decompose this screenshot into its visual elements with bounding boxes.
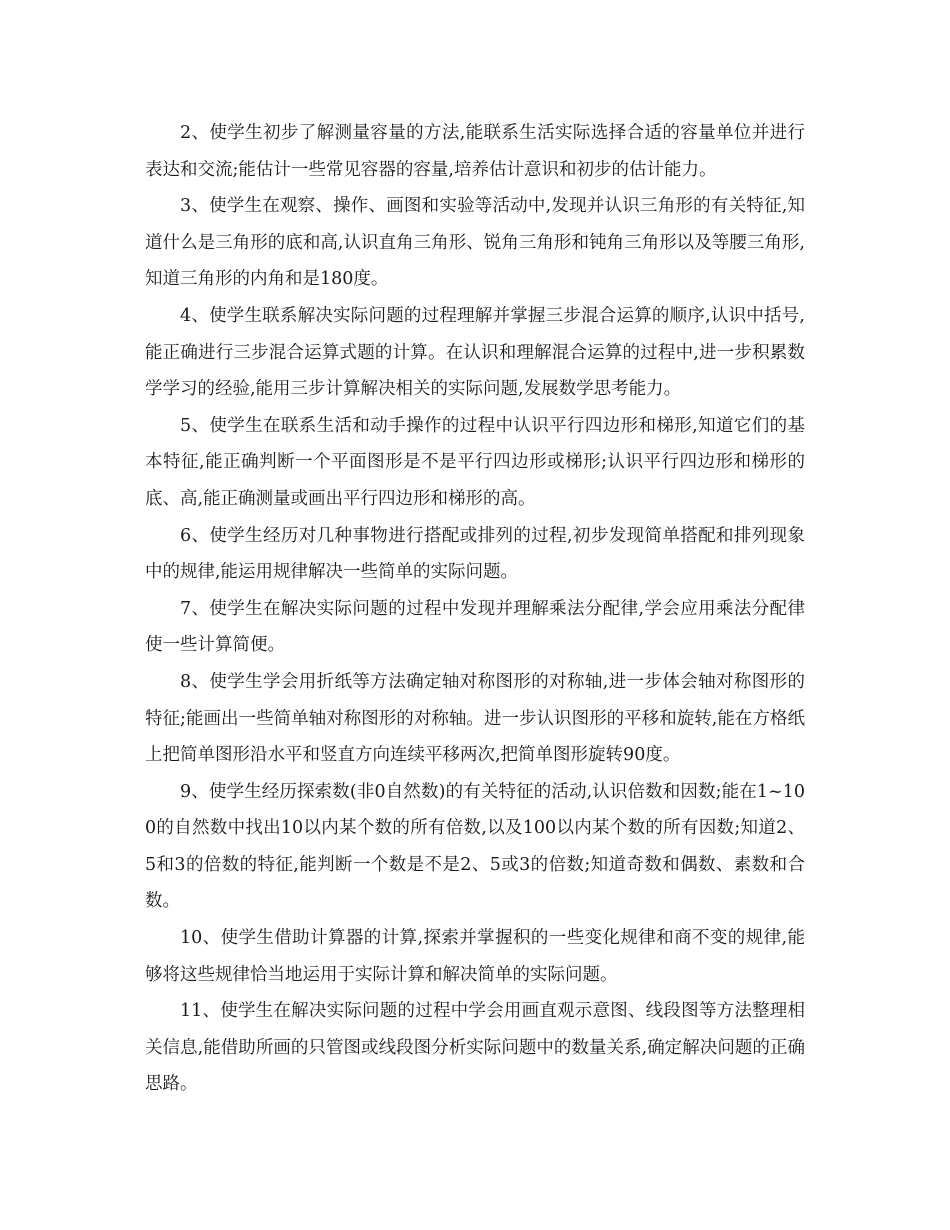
paragraph-item-9: 9、使学生经历探索数(非0自然数)的有关特征的活动,认识倍数和因数;能在1~100的自然数中找出10以内某个数的所有倍数,以及100以内某个数的所有因数;知道2、5和3的倍数的特征,能判断一个数是不是2、5或3的倍数;知道奇数和偶数、素数和合数。 [145, 781, 805, 912]
paragraph-item-2: 2、使学生初步了解测量容量的方法,能联系生活实际选择合适的容量单位并进行表达和交流;能估计一些常见容器的容量,培养估计意识和初步的估计能力。 [145, 123, 805, 180]
paragraph-item-3: 3、使学生在观察、操作、画图和实验等活动中,发现并认识三角形的有关特征,知道什么是三角形的底和高,认识直角三角形、锐角三角形和钝角三角形以及等腰三角形,知道三角形的内角和是180度。 [145, 196, 805, 290]
document-body [145, 115, 805, 1103]
paragraph-item-11: 11、使学生在解决实际问题的过程中学会用画直观示意图、线段图等方法整理相关信息,能借助所画的只管图或线段图分析实际问题中的数量关系,确定解决问题的正确思路。 [145, 1001, 805, 1095]
paragraph-item-10: 10、使学生借助计算器的计算,探索并掌握积的一些变化规律和商不变的规律,能够将这些规律恰当地运用于实际计算和解决简单的实际问题。 [145, 928, 805, 985]
paragraph-item-5: 5、使学生在联系生活和动手操作的过程中认识平行四边形和梯形,知道它们的基本特征,能正确判断一个平面图形是不是平行四边形或梯形;认识平行四边形和梯形的底、高,能正确测量或画出平行四边形和梯形的高。 [145, 415, 805, 509]
paragraph-item-8: 8、使学生学会用折纸等方法确定轴对称图形的对称轴,进一步体会轴对称图形的特征;能画出一些简单轴对称图形的对称轴。进一步认识图形的平移和旋转,能在方格纸上把简单图形沿水平和竖直方向连续平移两次,把简单图形旋转90度。 [145, 671, 805, 766]
paragraph-item-7: 7、使学生在解决实际问题的过程中发现并理解乘法分配律,学会应用乘法分配律使一些计算简便。 [145, 598, 805, 656]
paragraph-item-4: 4、使学生联系解决实际问题的过程理解并掌握三步混合运算的顺序,认识中括号,能正确进行三步混合运算式题的计算。在认识和理解混合运算的过程中,进一步积累数学学习的经验,能用三步计算解决相关的实际问题,发展数学思考能力。 [145, 305, 805, 400]
paragraph-item-6: 6、使学生经历对几种事物进行搭配或排列的过程,初步发现简单搭配和排列现象中的规律,能运用规律解决一些简单的实际问题。 [145, 525, 805, 583]
